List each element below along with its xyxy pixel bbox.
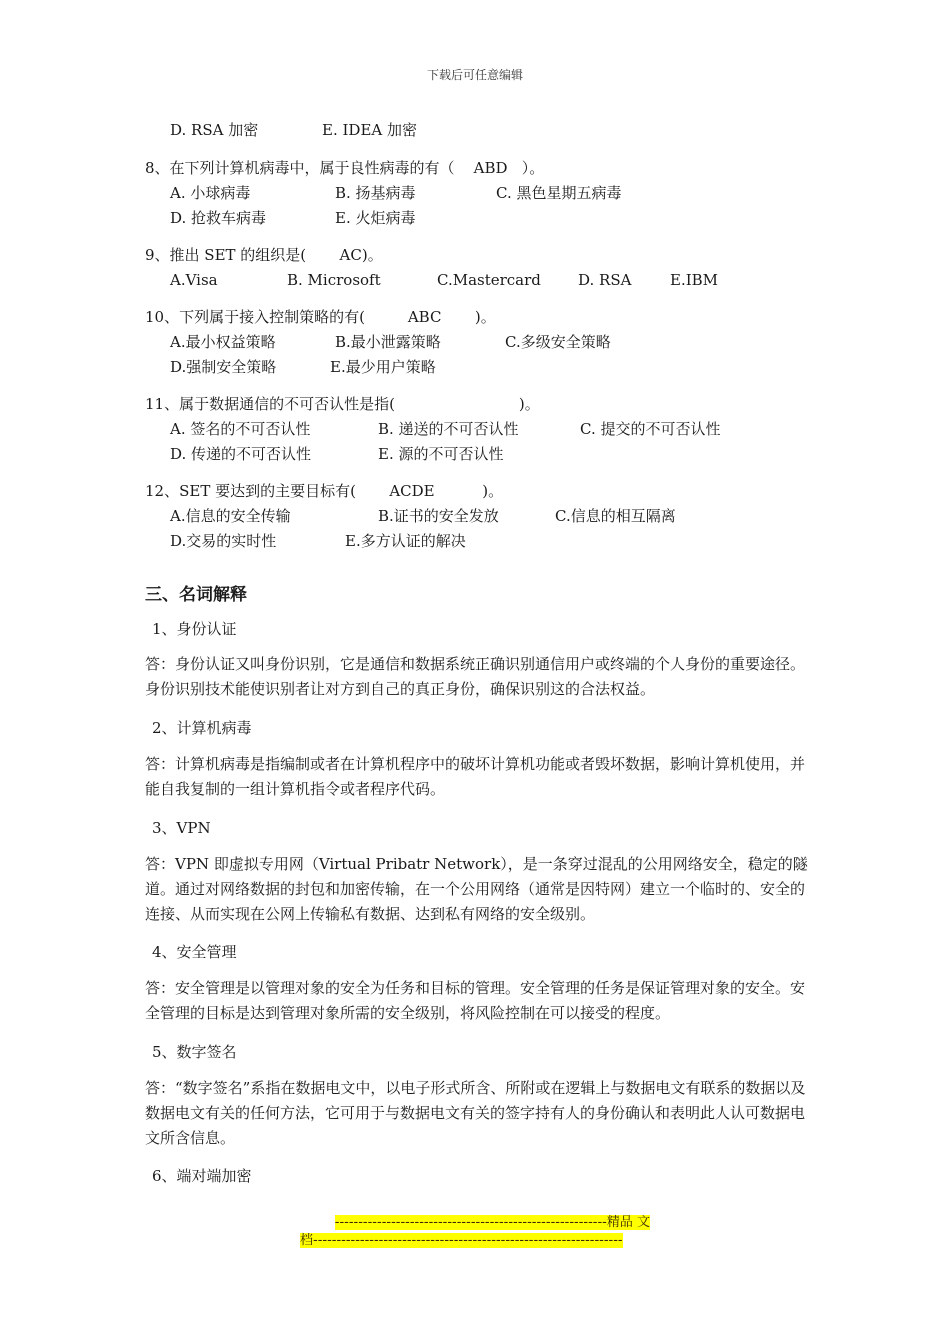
q11-option-a: A. 签名的不可否认性 (170, 420, 311, 438)
q9-option-d: D. RSA (578, 271, 632, 289)
q10-option-d: D.强制安全策略 (170, 358, 277, 376)
section-title: 三、名词解释 (145, 585, 247, 605)
q10-option-b: B.最小泄露策略 (335, 333, 441, 351)
q8-option-d: D. 抢救车病毒 (170, 209, 267, 227)
term-answer: 答：VPN 即虚拟专用网（Virtual Pribatr Network），是一条穿过混乱的公用网络安全，稳定的隧道。通过对网络数据的封包和加密传输，在一个公用网络（通常是因特网）建立一个临时的、安全的连接、从而实现在公网上传输私有数据、达到私有网络的安全级别。 (145, 855, 808, 923)
q10-option-a: A.最小权益策略 (170, 333, 276, 351)
q12-option-d: D.交易的实时性 (170, 532, 277, 550)
q11-stem: 11、属于数据通信的不可否认性是指( )。 (145, 395, 540, 413)
q7-option-e: E. IDEA 加密 (322, 121, 417, 139)
q12-option-b: B.证书的安全发放 (378, 507, 499, 525)
q8-option-e: E. 火炬病毒 (335, 209, 416, 227)
q11-option-d: D. 传递的不可否认性 (170, 445, 312, 463)
q8-option-c: C. 黑色星期五病毒 (496, 184, 622, 202)
q9-option-e: E.IBM (670, 271, 719, 289)
term-answer: 答：身份认证又叫身份识别，它是通信和数据系统正确识别通信用户或终端的个人身份的重要途径。身份识别技术能使识别者让对方到自己的真正身份，确保识别这的合法权益。 (145, 655, 806, 698)
q9-option-a: A.Visa (170, 271, 218, 289)
page-header: 下载后可任意编辑 (426, 68, 523, 82)
term-title: 4、安全管理 (152, 943, 237, 961)
q10-option-e: E.最少用户策略 (330, 358, 436, 376)
page-footer (300, 1214, 650, 1250)
q12-option-a: A.信息的安全传输 (170, 507, 291, 525)
q11-option-c: C. 提交的不可否认性 (580, 420, 721, 438)
footer-line-2: 档------------------------------------------------------------------ (300, 1233, 623, 1248)
q9-option-c: C.Mastercard (437, 271, 541, 289)
term-answer: 答：安全管理是以管理对象的安全为任务和目标的管理。安全管理的任务是保证管理对象的安全。安全管理的目标是达到管理对象所需的安全级别，将风险控制在可以接受的程度。 (145, 979, 806, 1022)
term-answer: 答：计算机病毒是指编制或者在计算机程序中的破坏计算机功能或者毁坏数据，影响计算机使用，并能自我复制的一组计算机指令或者程序代码。 (145, 755, 806, 798)
q10-option-c: C.多级安全策略 (505, 333, 611, 351)
q11-option-b: B. 递送的不可否认性 (378, 420, 519, 438)
footer-line-1: ----------------------------------------------------------精品 文 (334, 1215, 650, 1230)
q12-option-c: C.信息的相互隔离 (555, 507, 676, 525)
q10-stem: 10、下列属于接入控制策略的有( ABC )。 (145, 308, 496, 326)
q8-option-a: A. 小球病毒 (170, 184, 251, 202)
q7-option-d: D. RSA 加密 (170, 121, 259, 139)
q8-stem: 8、在下列计算机病毒中，属于良性病毒的有（ ABD ）。 (145, 159, 545, 177)
term-title: 2、计算机病毒 (152, 719, 252, 737)
q9-option-b: B. Microsoft (287, 271, 381, 289)
q11-option-e: E. 源的不可否认性 (378, 445, 504, 463)
term-title: 5、数字签名 (152, 1043, 237, 1061)
term-answer: 答：“数字签名”系指在数据电文中，以电子形式所含、所附或在逻辑上与数据电文有联系的数据以及数据电文有关的任何方法，它可用于与数据电文有关的签字持有人的身份确认和表明此人认可数据电文所含信息。 (145, 1079, 806, 1147)
term-title: 3、VPN (152, 819, 211, 837)
q8-option-b: B. 扬基病毒 (335, 184, 416, 202)
term-title: 6、端对端加密 (152, 1167, 252, 1185)
q12-option-e: E.多方认证的解决 (345, 532, 466, 550)
term-title: 1、身份认证 (152, 620, 237, 638)
q12-stem: 12、SET 要达到的主要目标有( ACDE )。 (145, 482, 504, 500)
q9-stem: 9、推出 SET 的组织是( AC)。 (145, 246, 383, 264)
